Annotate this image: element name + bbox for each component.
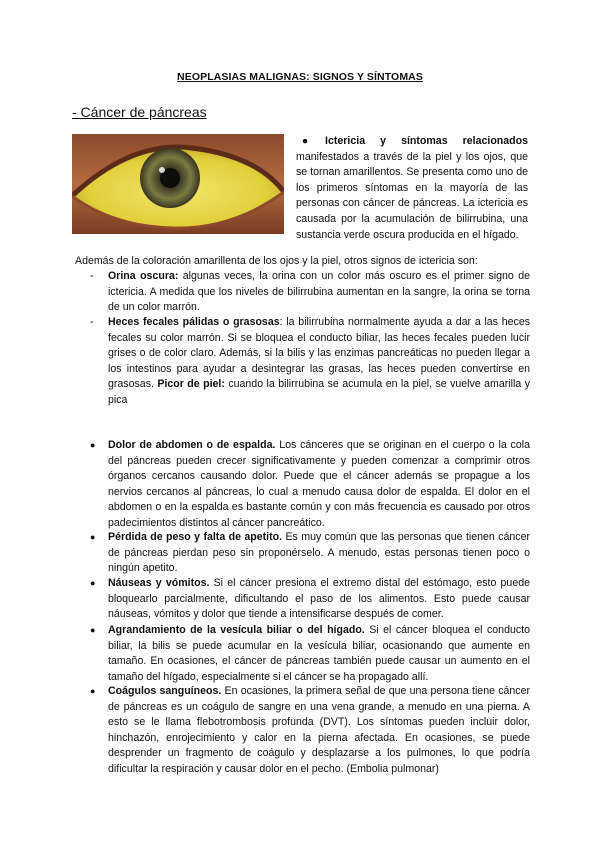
item-bold: Dolor de abdomen o de espalda. (108, 439, 276, 451)
section-heading: - Cáncer de páncreas (72, 104, 207, 120)
page-title: NEOPLASIAS MALIGNAS: SIGNOS Y SÍNTOMAS (177, 71, 423, 83)
item-bold: Orina oscura: (108, 270, 179, 282)
item-text: Los cánceres que se originan en el cuerpo o la cola del páncreas pueden crecer significativamente y pueden comenzar a comprimir otros órganos cercanos causando dolor. Puede que el cáncer además se propague a los nervios cercanos al páncreas, lo cual a menudo causa dolor de espalda. El dolor en el abdomen o en la espalda es bastante común y con más frecuencia es causado por otros padecimientos distintos al cáncer pancreático. (108, 439, 530, 529)
item-bold: Agrandamiento de la vesícula biliar o del hígado. (108, 624, 365, 636)
dash-icon: - (90, 270, 94, 282)
item-text: algunas veces, la orina con un color más oscuro es el primer signo de ictericia. A medida que los niveles de bilirrubina aumentan en la sangre, la orina se torna de un color marrón. (108, 270, 530, 314)
bullet-icon: ● (90, 440, 96, 450)
item-text: En ocasiones, la primera señal de que una persona tiene cáncer de páncreas es un coágulo de sangre en una vena grande, a menudo en una pierna. A esto se le llama flebotrombosis profunda (DVT). Los síntomas pueden incluir dolor, hinchazón, enrojecimiento y calor en la pierna afectada. En ocasiones, se puede desprender un fragmento de coágulo y desplazarse a los pulmones, lo que podría dificultar la respiración y causar dolor en el pecho. (Embolia pulmonar) (108, 685, 530, 775)
list-item (90, 623, 530, 685)
paragraph-jaundice-signs: Además de la coloración amarillenta de los ojos y la piel, otros signos de ictericia son: (75, 255, 478, 267)
list-item (90, 269, 530, 316)
item-bold: Náuseas y vómitos. (108, 577, 210, 589)
list-item (90, 438, 530, 532)
eye-illustration (72, 134, 284, 234)
list-item (90, 315, 530, 409)
list-item (90, 576, 530, 623)
intro-bold: Ictericia y síntomas relacionados (325, 135, 528, 147)
bullet-icon: ● (90, 532, 96, 542)
dash-icon: - (90, 316, 94, 328)
intro-paragraph (296, 134, 528, 243)
item-bold-2: Picor de piel: (157, 378, 225, 391)
item-bold: Coágulos sanguíneos. (108, 685, 222, 697)
item-text: Si el cáncer presiona el extremo distal del estómago, esto puede bloquearlo parcialmente, dificultando el paso de los alimentos. Esto puede causar náuseas, vómitos y dolor que tiende a intensificarse después de comer. (108, 577, 530, 621)
item-text: : la bilirrubina normalmente ayuda a dar a las heces fecales su color marrón. Si se bloquea el conducto biliar, las heces fecales pueden lucir grises o de color claro. Además, si la bilis y las enzimas pancreáticas no pueden llegar a los intestinos para ayudar a desintegrar las grasas, las heces pueden convertirse en grasosas. (108, 316, 531, 391)
item-text-2: cuando la bilirrubina se acumula en la piel, se vuelve amarilla y pica (108, 378, 530, 406)
item-text: Es muy común que las personas que tienen cáncer de páncreas pierdan peso sin proponérselo. A menudo, estas personas tienen poco o ningún apetito. (108, 531, 531, 575)
jaundiced-eye-image (72, 134, 284, 234)
bullet-icon: ● (90, 578, 96, 588)
list-item (90, 530, 530, 577)
item-bold: Pérdida de peso y falta de apetito. (108, 531, 283, 543)
bullet-icon: ● (90, 686, 96, 696)
item-text: Si el cáncer bloquea el conducto biliar, la bilis se puede acumular en la vesícula biliar, ocasionando que aumente en tamaño. En ocasiones, el cáncer de páncreas también puede causar un aumento en el tamaño del hígado, especialmente si el cáncer se ha propagado allí. (108, 624, 530, 683)
bullet-icon: ● (90, 625, 96, 635)
item-bold: Heces fecales pálidas o grasosas (108, 316, 280, 328)
intro-text: manifestados a través de la piel y los ojos, que se tornan amarillentos. Se presenta como uno de los primeros síntomas en la mayoría de las personas con cáncer de páncreas. La ictericia es causada por la acumulación de bilirrubina, una sustancia verde oscura producida en el hígado. (296, 150, 528, 241)
list-item (90, 684, 530, 778)
bullet-icon: ● (296, 135, 309, 147)
